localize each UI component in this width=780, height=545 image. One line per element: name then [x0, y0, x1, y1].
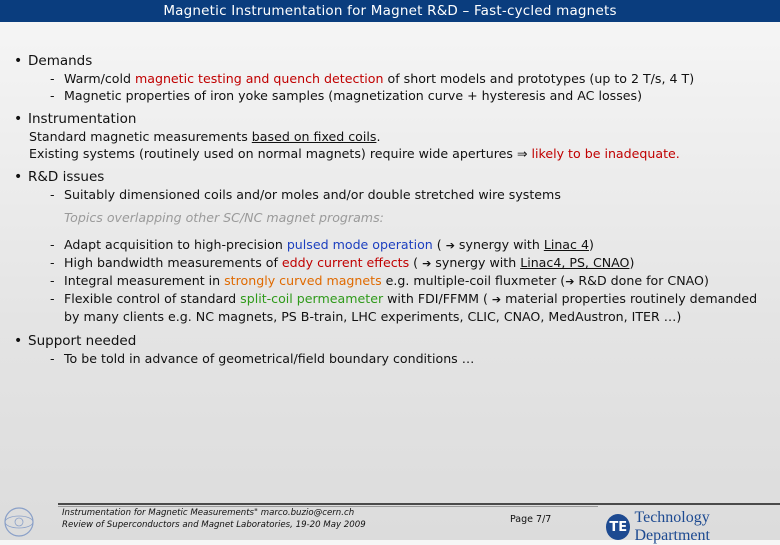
dash: - [50, 351, 55, 366]
demands-item-1-highlight: magnetic testing and quench detection [134, 71, 384, 86]
slide-title: Magnetic Instrumentation for Magnet R&D – Fast-cycled magnets [0, 0, 780, 22]
topic4-pre: Flexible control of standard [64, 291, 241, 306]
te-department-name: Technology Department [634, 509, 710, 544]
topic1-post: synergy with [454, 237, 544, 252]
support-item-1 [14, 350, 770, 367]
footer-credits [62, 507, 366, 531]
topic2-mid: ( [409, 255, 423, 270]
dash: - [50, 187, 55, 202]
dash: - [50, 71, 55, 86]
instr-line1-pre: Standard magnetic measurements [29, 129, 252, 144]
footer-line-2: Review of Superconductors and Magnet Laboratories, 19-20 May 2009 [62, 520, 366, 530]
instr-line1-post: . [376, 129, 381, 144]
rd-topic-2 [14, 254, 770, 272]
demands-item-1-post: of short models and prototypes (up to 2 T/s, 4 T) [383, 71, 695, 86]
bullet-rd-issues: • R&D issues [14, 168, 770, 186]
instr-line2-pre: Existing systems (routinely used on normal magnets) require wide apertures [29, 146, 517, 161]
dash: - [50, 237, 55, 252]
topic4-post: material properties routinely demanded [501, 291, 758, 306]
rd-item-1 [14, 186, 770, 203]
arrow-right-icon: ➔ [565, 275, 575, 288]
demands-item-2-text: Magnetic properties of iron yoke samples (magnetization curve + hysteresis and AC losses) [64, 88, 643, 103]
instrumentation-line-2 [14, 145, 770, 162]
slide-content [14, 52, 770, 367]
instr-line1-underlined: based on fixed coils [251, 129, 377, 144]
rd-topic-1 [14, 236, 770, 254]
demands-item-2 [14, 87, 770, 104]
bullet-instrumentation: • Instrumentation [14, 110, 770, 128]
bullet-demands: • Demands [14, 52, 770, 70]
topic4-highlight: split-coil permeameter [240, 291, 384, 306]
rd-topic-4 [14, 290, 770, 308]
topics-overlapping: Topics overlapping other SC/NC magnet programs: [64, 210, 384, 225]
demands-item-1-pre: Warm/cold [64, 71, 135, 86]
topic2-pre: High bandwidth measurements of [64, 255, 282, 270]
arrow-right-icon: ➔ [491, 293, 502, 306]
topic4-mid: with FDI/FFMM ( [383, 291, 492, 306]
instrumentation-line-1 [14, 128, 770, 145]
support-item-1-text: To be told in advance of geometrical/field boundary conditions … [64, 351, 475, 366]
arrow-right-icon: ➔ [422, 257, 432, 270]
topic1-mid: ( [432, 237, 446, 252]
topic2-end: ) [629, 255, 635, 270]
dash: - [50, 88, 55, 103]
instr-line2-red: likely to be inadequate [527, 146, 676, 161]
cern-logo-icon [2, 505, 36, 539]
instr-line2-post: . [675, 146, 680, 161]
footer-line-1: Instrumentation for Magnetic Measurements" marco.buzio@cern.ch [62, 508, 355, 518]
dash: - [50, 273, 55, 288]
demands-item-1 [14, 70, 770, 87]
topic1-end: ) [588, 237, 594, 252]
te-circle-icon: TE [606, 514, 630, 540]
bullet-support: • Support needed [14, 332, 770, 350]
topic3-mid: e.g. multiple-coil fluxmeter ( [381, 273, 566, 288]
dash: - [50, 291, 55, 306]
topic1-underlined: Linac 4 [543, 237, 589, 252]
page-number: Page 7/7 [510, 514, 552, 525]
arrow-right-icon: ➔ [445, 239, 455, 252]
topic3-pre: Integral measurement in [64, 273, 225, 288]
topic2-highlight: eddy current effects [281, 255, 410, 270]
rd-item-1-text: Suitably dimensioned coils and/or moles and/or double stretched wire systems [64, 187, 561, 202]
rd-topic-3 [14, 272, 770, 290]
topic2-underlined: Linac4, PS, CNAO [520, 255, 630, 270]
topic1-pre: Adapt acquisition to high-precision [64, 237, 287, 252]
topic2-post: synergy with [431, 255, 521, 270]
implies-arrow-icon: ⇒ [516, 146, 528, 161]
rd-topic-4-continued: by many clients e.g. NC magnets, PS B-train, LHC experiments, CLIC, CNAO, MedAustron, ITER …) [64, 309, 682, 324]
topic3-highlight: strongly curved magnets [224, 273, 382, 288]
footer-rule [58, 503, 780, 505]
dash: - [50, 255, 55, 270]
topic1-highlight: pulsed mode operation [286, 237, 433, 252]
topic3-post: R&D done for CNAO) [574, 273, 709, 288]
